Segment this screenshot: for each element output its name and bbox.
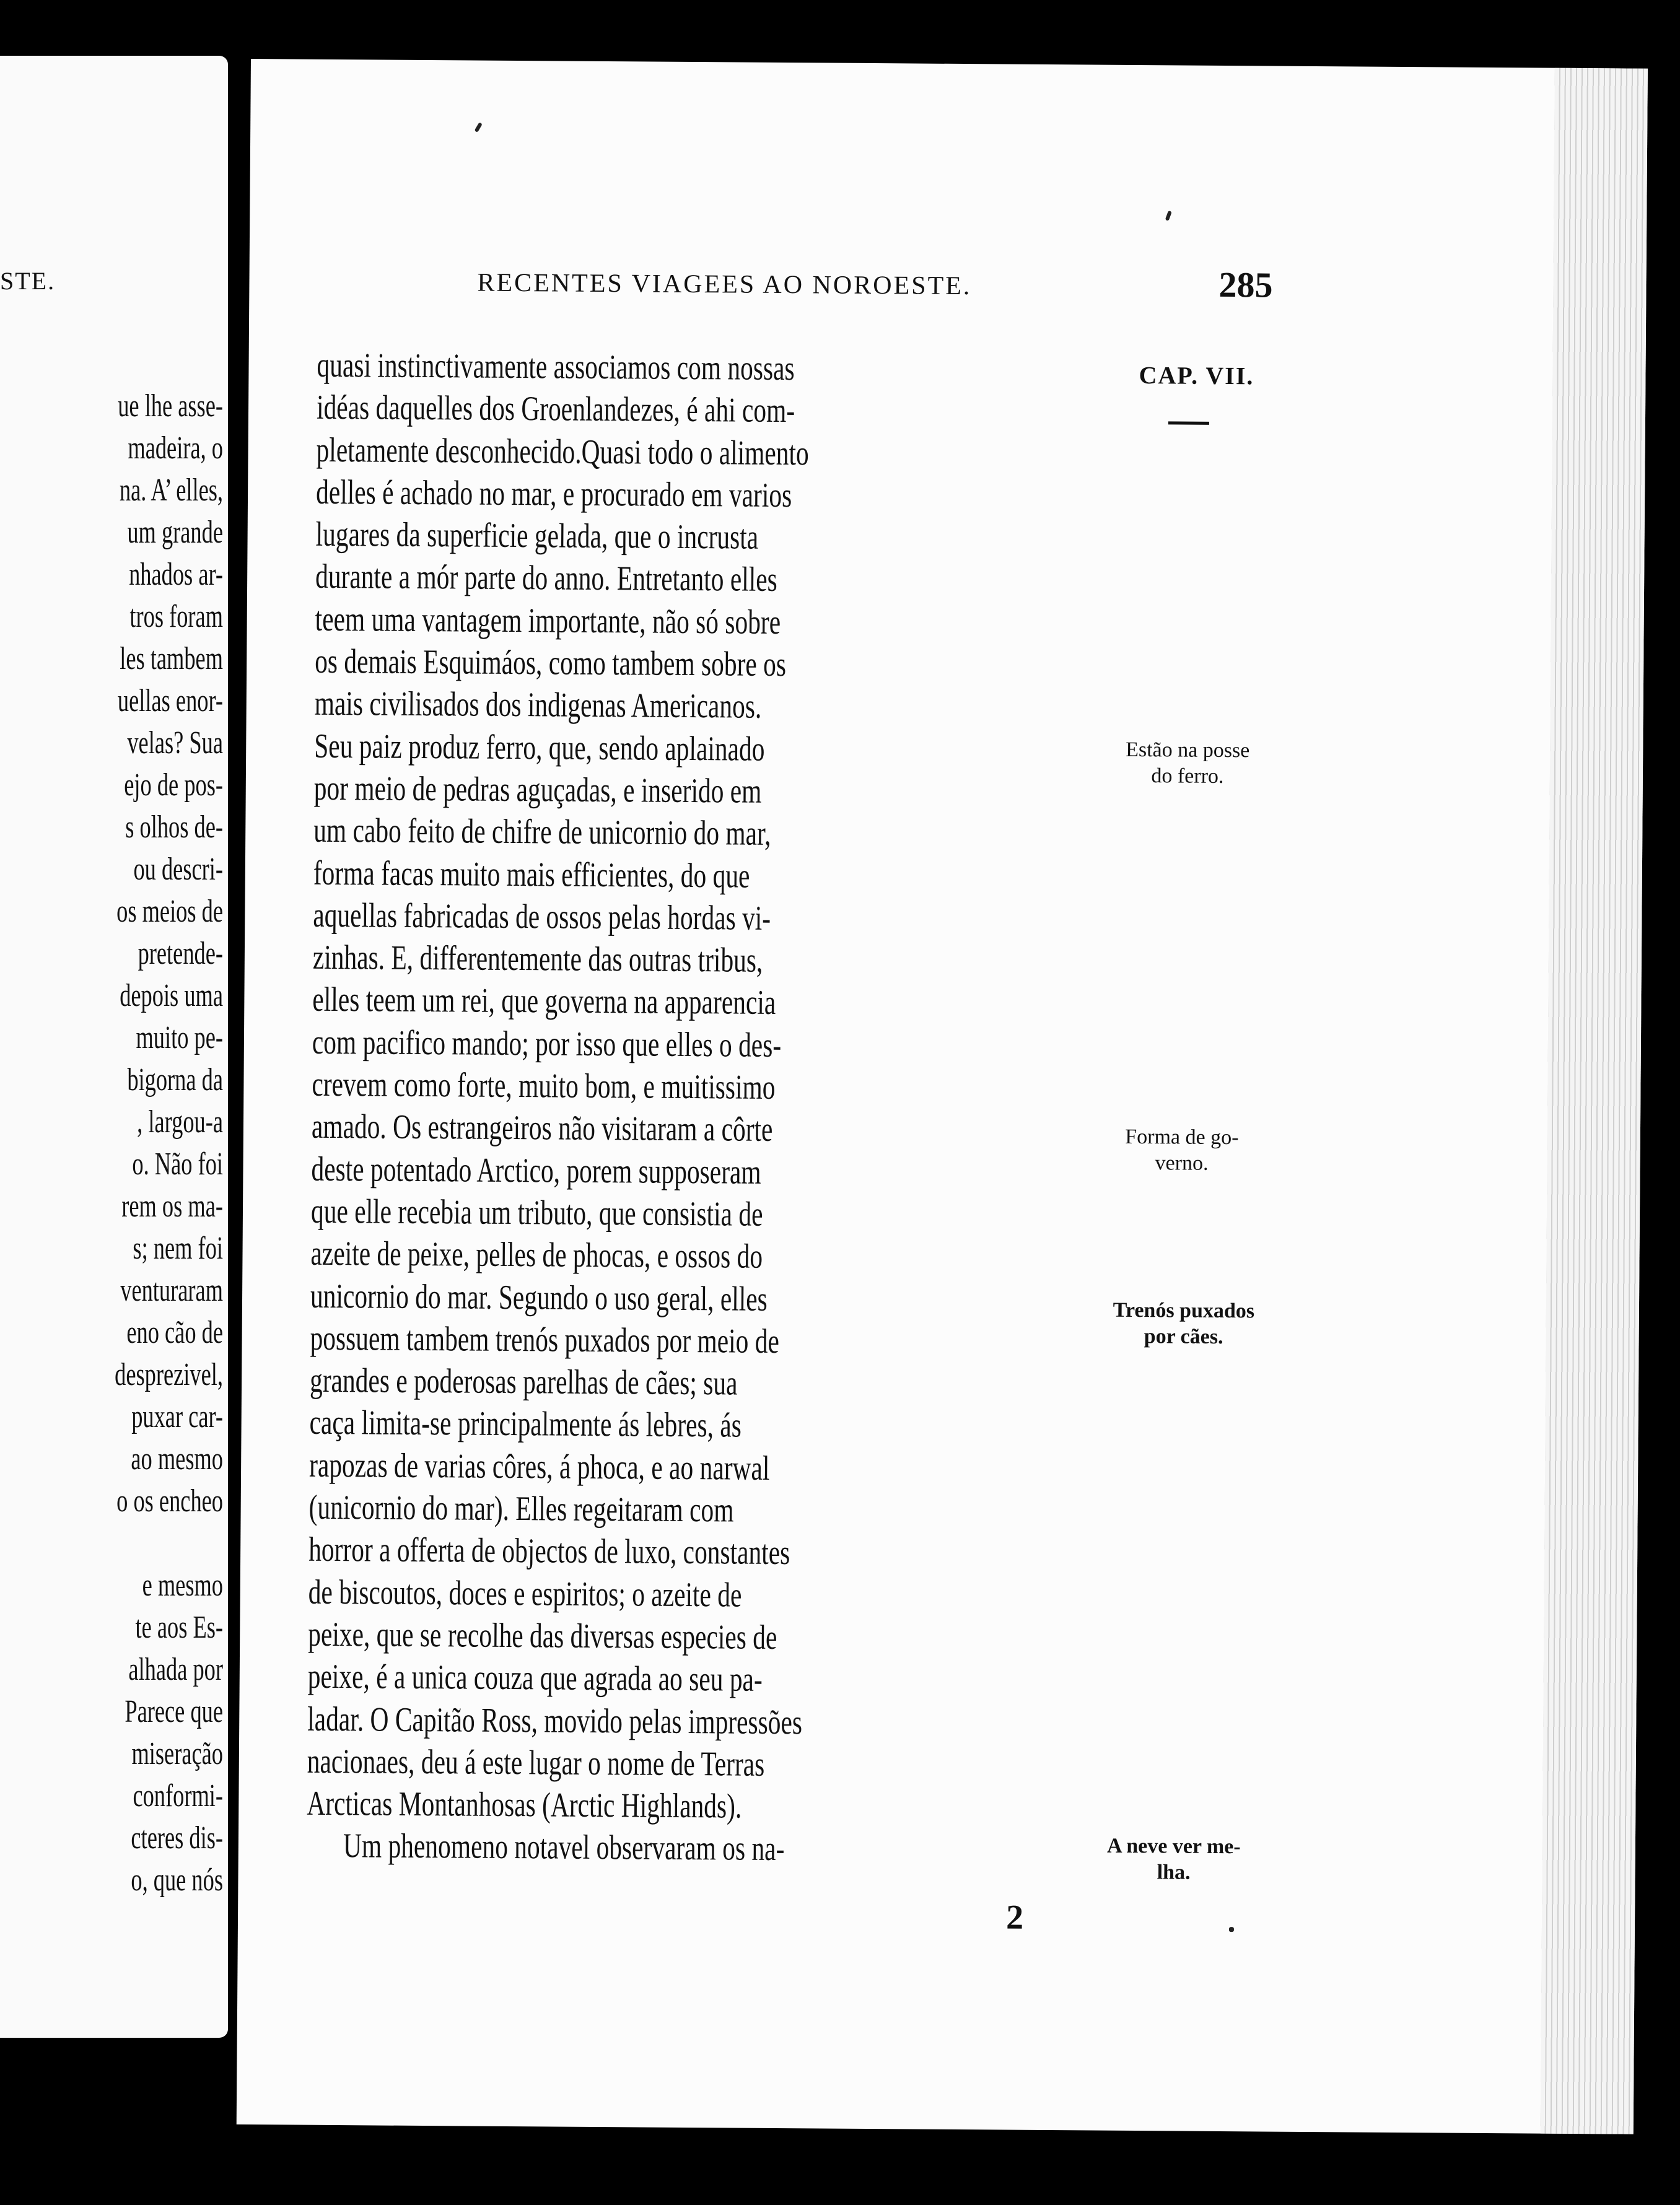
left-text-line: desprezivel, xyxy=(115,1357,223,1392)
body-line: horror a offerta de objectos de luxo, constantes xyxy=(308,1530,790,1573)
left-text-line: ao mesmo xyxy=(131,1441,223,1477)
body-line: idéas daquelles dos Groenlandezes, é ahi com- xyxy=(316,388,795,430)
marginal-note-sleds xyxy=(1053,1297,1314,1351)
body-line: de biscoutos, doces e espiritos; o azeite de xyxy=(308,1573,742,1615)
marginal-note-line: Trenós puxados xyxy=(1113,1298,1255,1323)
body-line: (unicornio do mar). Elles regeitaram com xyxy=(308,1488,734,1530)
body-text xyxy=(307,344,1147,1873)
left-text-line: velas? Sua xyxy=(127,725,223,761)
body-line: azeite de peixe, pelles de phocas, e ossos do xyxy=(310,1234,763,1277)
left-text-line: , largou-a xyxy=(137,1104,223,1140)
body-line: rapozas de varias côres, á phoca, e ao narwal xyxy=(308,1446,770,1488)
ink-speck xyxy=(1229,1927,1234,1932)
left-text-line xyxy=(67,1522,223,1565)
left-text-line: venturaram xyxy=(120,1273,223,1308)
body-line: os demais Esquimáos, como tambem sobre os xyxy=(314,642,787,684)
body-line: lugares da superficie gelada, que o incrusta xyxy=(315,515,759,557)
body-line: elles teem um rei, que governa na apparencia xyxy=(312,980,776,1023)
left-text-line: na. A’ elles, xyxy=(119,473,223,508)
body-line: por meio de pedras aguçadas, e inserido em xyxy=(313,769,762,811)
left-page-fragment xyxy=(0,56,228,2038)
left-text-line: os meios de xyxy=(116,894,223,929)
left-running-head: STE. xyxy=(0,267,56,295)
left-text-line: te aos Es- xyxy=(135,1610,223,1645)
left-text-line: miseração xyxy=(131,1736,223,1771)
left-text-line: o, que nós xyxy=(131,1862,223,1898)
body-line: que elle recebia um tributo, que consistia de xyxy=(310,1192,763,1234)
left-text-line: um grande xyxy=(127,515,223,550)
body-line: amado. Os estrangeiros não visitaram a côrte xyxy=(311,1107,773,1150)
marginal-note-line: A neve ver me- xyxy=(1106,1834,1241,1859)
marginal-note-government xyxy=(1061,1124,1303,1177)
body-line: caça limita-se principalmente ás lebres, ás xyxy=(309,1404,742,1446)
marginal-note-line: por cães. xyxy=(1144,1325,1223,1349)
body-line: aquellas fabricadas de ossos pelas hordas vi- xyxy=(313,896,771,938)
body-line: um cabo feito de chifre de unicornio do mar, xyxy=(313,811,771,854)
body-line: mais civilisados dos indigenas Americanos. xyxy=(314,684,762,727)
left-text-line: conformi- xyxy=(133,1778,223,1814)
body-line: ladar. O Capitão Ross, movido pelas impressões xyxy=(307,1700,803,1742)
left-text-line: s olhos de- xyxy=(125,810,223,845)
left-text-line: pretende- xyxy=(138,936,223,971)
left-text-block xyxy=(0,385,223,1902)
left-text-line: puxar car- xyxy=(131,1399,223,1434)
body-line: pletamente desconhecido.Quasi todo o alimento xyxy=(316,430,809,473)
left-text-line: madeira, o xyxy=(128,430,223,466)
left-text-line: ou descri- xyxy=(133,852,223,887)
left-text-line: alhada por xyxy=(128,1652,223,1687)
body-line: quasi instinctivamente associamos com nossas xyxy=(317,346,795,388)
body-line: possuem tambem trenós puxados por meio de xyxy=(310,1319,780,1361)
left-text-line: tros foram xyxy=(129,599,223,634)
marginal-note-line: verno. xyxy=(1155,1151,1209,1175)
left-text-line: s; nem foi xyxy=(133,1231,223,1266)
body-line: delles é achado no mar, e procurado em varios xyxy=(315,473,792,515)
body-line: nacionaes, deu á este lugar o nome de Terras xyxy=(307,1742,765,1784)
ink-speck xyxy=(475,122,483,133)
body-line: grandes e poderosas parelhas de cães; sua xyxy=(309,1361,738,1403)
left-text-line: ejo de pos- xyxy=(124,767,223,803)
chapter-label: CAP. VII. xyxy=(1139,361,1254,390)
body-line: durante a mór parte do anno. Entretanto elles xyxy=(315,557,778,600)
left-text-line: o os encheo xyxy=(116,1483,223,1519)
left-text-line: Parece que xyxy=(125,1694,223,1729)
left-text-line: depois uma xyxy=(120,978,223,1013)
body-line: zinhas. E, differentemente das outras tribus, xyxy=(312,938,763,980)
left-text-line: rem os ma- xyxy=(121,1189,223,1224)
body-line: deste potentado Arctico, porem supposeram xyxy=(311,1150,761,1192)
left-text-line: muito pe- xyxy=(136,1020,223,1055)
left-text-line: e mesmo xyxy=(142,1568,223,1603)
marginal-note-iron xyxy=(1070,736,1306,790)
page-edge-stack xyxy=(1541,68,1648,2134)
left-text-line: les tambem xyxy=(120,641,223,676)
ink-speck xyxy=(1165,211,1172,221)
left-text-line: eno cão de xyxy=(126,1315,223,1350)
left-text-line: uellas enor- xyxy=(117,683,223,718)
body-line: Um phenomeno notavel observaram os na- xyxy=(343,1827,785,1869)
body-line: Seu paiz produz ferro, que, sendo aplainado xyxy=(314,727,765,769)
body-line: teem uma vantagem importante, não só sobre xyxy=(315,600,781,642)
body-line: forma facas muito mais efficientes, do que xyxy=(313,854,750,896)
body-line: crevem como forte, muito bom, e muitissimo xyxy=(312,1065,776,1107)
body-line: peixe, é a unica couza que agrada ao seu pa- xyxy=(307,1657,763,1700)
page-number: 285 xyxy=(1218,264,1273,305)
marginal-note-line: lha. xyxy=(1157,1861,1191,1884)
marginal-note-line: Estão na posse xyxy=(1126,738,1250,762)
left-text-line: cteres dis- xyxy=(131,1820,223,1856)
body-line: com pacifico mando; por isso que elles o des- xyxy=(312,1023,782,1065)
body-line: peixe, que se recolhe das diversas especies de xyxy=(308,1615,777,1657)
marginal-note-line: do ferro. xyxy=(1151,764,1224,788)
left-text-line: nhados ar- xyxy=(129,557,223,592)
right-page xyxy=(237,59,1648,2134)
running-head: RECENTES VIAGEES AO NOROESTE. xyxy=(477,268,972,301)
marginal-note-red-snow xyxy=(1049,1833,1298,1887)
chapter-rule xyxy=(1168,421,1209,424)
signature-mark: 2 xyxy=(1005,1898,1024,1937)
left-text-line: bigorna da xyxy=(127,1062,223,1098)
marginal-note-line: Forma de go- xyxy=(1125,1125,1239,1150)
body-line: Arcticas Montanhosas (Arctic Highlands). xyxy=(307,1784,742,1826)
left-text-line: o. Não foi xyxy=(132,1146,223,1182)
left-text-line: ue lhe asse- xyxy=(118,388,223,424)
body-line: unicornio do mar. Segundo o uso geral, elles xyxy=(310,1277,768,1319)
